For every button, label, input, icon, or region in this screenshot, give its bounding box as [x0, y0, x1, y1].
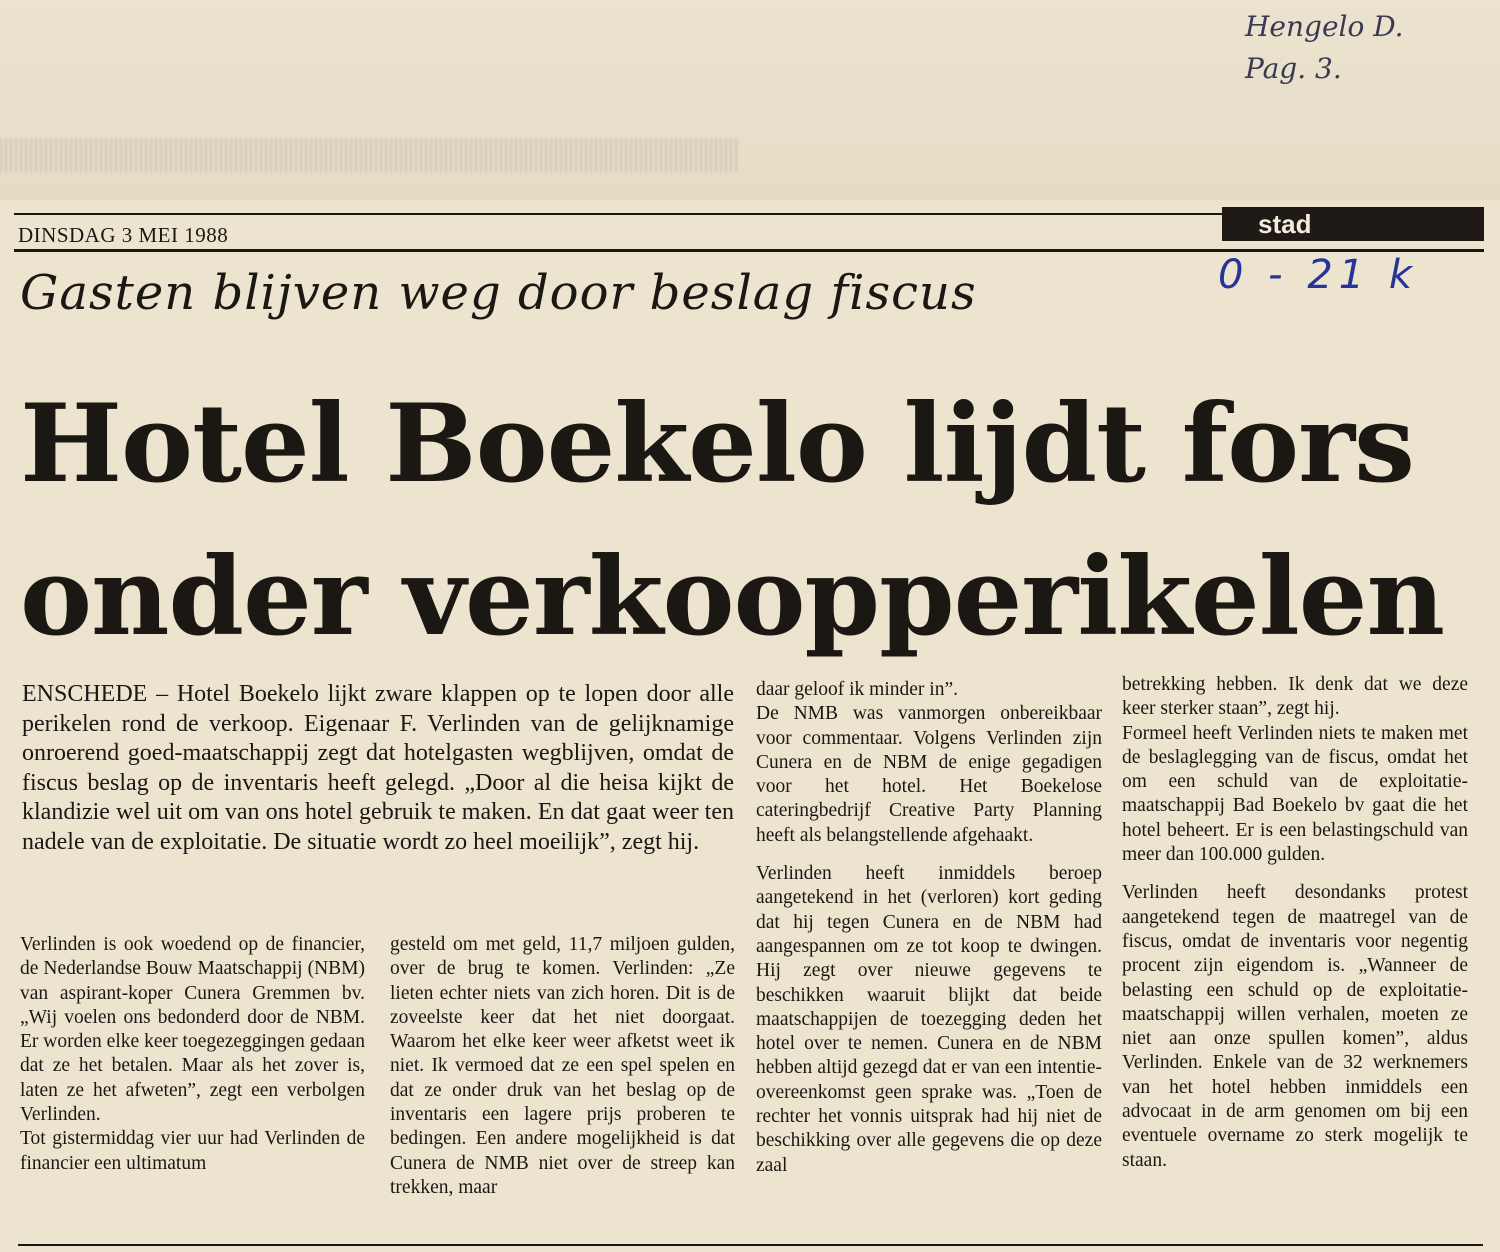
article-subhead: Gasten blijven weg door beslag fiscus: [20, 265, 977, 321]
handwritten-archive-code: 0 - 21 k: [1218, 252, 1419, 298]
column-paragraph: gesteld om met geld, 11,7 miljoen gulden, over de brug te komen. Verlinden: „Ze lieten echter niets van zich horen. Dit is de zoveelste keer dat het niet doorgaat. Waarom het elke keer weer afketst weet ik niet. Ik vermoed dat ze een spel spelen en dat ze onder druk van het beslag op de inventaris een lagere prijs proberen te bedingen. Een andere mogelijkheid is dat Cunera de NMB niet over de streep kan trekken, maar: [390, 934, 735, 1198]
masthead-top-rule: [14, 213, 1222, 215]
column-paragraph: daar geloof ik minder in”.: [756, 679, 958, 700]
column-paragraph: Verlinden heeft desondanks protest aangetekend tegen de maatregel van de fiscus, omdat de inventaris voor negentig procent zijn eigendom is. „Wanneer de belasting een schuld op de exploitatie-maatschappij willen verhalen, moeten ze niet aan onze spullen komen”, aldus Verlinden. Enkele van de 32 werknemers van het hotel hebben inmiddels een advocaat in de arm genomen om bij een eventuele overname zo sterk mogelijk te staan.: [1122, 882, 1468, 1171]
column-paragraph: Verlinden heeft inmiddels beroep aangetekend in het (verloren) kort geding dat hij tegen Cunera en de NBM had aangespannen om ze tot koop te dwingen. Hij zegt over nieuwe gegevens te beschikken waaruit blijkt dat beide maatschappijen de toezegging deden het hotel over te nemen. Cunera en de NBM hebben altijd gezegd dat er van een intentie-overeenkomst geen sprake was. „Toen de rechter het vonnis uitsprak had hij niet de beschikking over alle gegevens die op deze zaal: [756, 863, 1102, 1176]
article-headline: [20, 368, 1480, 674]
article-column-3: [756, 678, 1102, 1178]
article-column-4: [1122, 673, 1468, 1173]
bottom-rule: [18, 1244, 1483, 1246]
column-paragraph: Verlinden is ook woedend op de financier, de Nederlandse Bouw Maatschappij (NBM) van aspirant-koper Cunera Gremmen bv. „Wij voelen ons bedonderd door de NBM. Er worden elke keer toegezeggingen gedaan dat ze het betalen. Maar als het zover is, laten ze het afweten”, zegt een verbolgen Verlinden.: [20, 934, 365, 1126]
article-column-1: [20, 933, 365, 1176]
article-column-2: [390, 933, 735, 1200]
column-paragraph: De NMB was vanmorgen onbereikbaar voor commentaar. Volgens Verlinden zijn Cunera en de NBM de enige gegadigen voor het hotel. Het Boekelose cateringbedrijf Creative Party Planning heeft als belangstellende afgehaakt.: [756, 703, 1102, 846]
handwritten-note-page: Pag. 3.: [1245, 52, 1342, 85]
headline-line-2: onder verkoopperikelen: [20, 534, 1445, 660]
handwritten-note-place: Hengelo D.: [1245, 10, 1404, 43]
masthead-bottom-rule: [14, 249, 1484, 252]
column-paragraph: Tot gistermiddag vier uur had Verlinden de financier een ultimatum: [20, 1128, 365, 1174]
print-smudge: [0, 138, 740, 172]
article-lede: ENSCHEDE – Hotel Boekelo lijkt zware klappen op te lopen door alle perikelen rond de verkoop. Eigenaar F. Verlinden van de gelijknamige onroerend goed-maatschappij zegt dat hotelgasten wegblijven, omdat de fiscus beslag op de inventaris heeft gelegd. „Door al die heisa kijkt de klandizie wel uit om van ons hotel gebruik te maken. En dat gaat weer ten nadele van de exploitatie. De situatie wordt zo heel moeilijk”, zegt hij.: [22, 681, 734, 855]
column-paragraph: Formeel heeft Verlinden niets te maken met de beslaglegging van de fiscus, omdat het om een schuld van de exploitatie-maatschappij Bad Boekelo bv gaat die het hotel beheert. Er is een belastingschuld van meer dan 100.000 gulden.: [1122, 722, 1468, 866]
headline-line-1: Hotel Boekelo lijdt fors: [20, 381, 1414, 507]
section-tag: stad: [1222, 207, 1484, 241]
column-paragraph: betrekking hebben. Ik denk dat we deze keer sterker staan”, zegt hij.: [1122, 674, 1468, 720]
dateline: DINSDAG 3 MEI 1988: [18, 223, 229, 247]
